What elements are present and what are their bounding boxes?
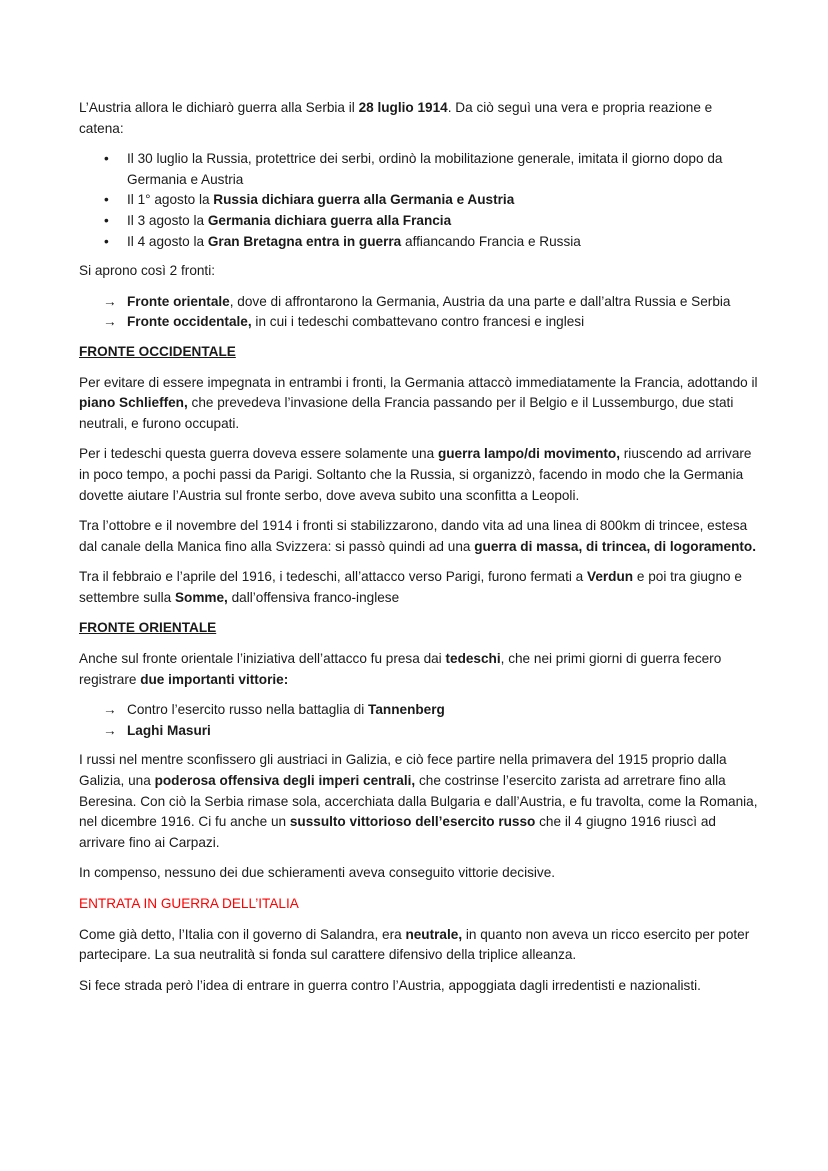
arrow-right-icon: → [103,314,117,330]
arrow-right-icon: → [103,293,117,309]
document-page [79,98,759,1006]
occidentale-paragraph-4: Tra il febbraio e l’aprile del 1916, i tedeschi, all’attacco verso Parigi, furono fermati a Verdun e poi tra giugno e settembre sulla Somme, dall’offensiva franco-inglese [79,569,742,605]
orientale-paragraph-1: Anche sul fronte orientale l’iniziativa dell’attacco fu presa dai tedeschi, che nei primi giorni di guerra fecero registrare due importanti vittorie: [79,651,722,687]
intro-paragraph: L’Austria allora le dichiarò guerra alla Serbia il 28 luglio 1914. Da ciò seguì una vera e propria reazione e catena: [79,100,713,136]
fronts-intro: Si aprono così 2 fronti: [79,263,216,279]
orientale-paragraph-3: In compenso, nessuno dei due schieramenti aveva conseguito vittorie decisive. [79,865,556,881]
list-item: • Il 4 agosto la Gran Bretagna entra in guerra affiancando Francia e Russia [127,232,759,253]
list-item: • Il 1° agosto la Russia dichiara guerra alla Germania e Austria [127,190,759,211]
heading-fronte-occidentale: FRONTE OCCIDENTALE [79,343,236,359]
occidentale-paragraph-1: Per evitare di essere impegnata in entrambi i fronti, la Germania attaccò immediatamente la Francia, adottando il piano Schlieffen, che prevedeva l’invasione della Francia passando per il Belgio e il Lussemburgo, due stati neutrali, e furono occupati. [79,374,758,431]
arrow-right-icon: → [103,722,117,738]
list-item: → Contro l’esercito russo nella battaglia di Tannenberg [127,700,759,721]
occidentale-paragraph-3: Tra l’ottobre e il novembre del 1914 i fronti si stabilizzarono, dando vita ad una linea di 800km di trincee, estesa dal canale della Manica fino alla Svizzera: si passò quindi ad una guerra di massa, di trincea, di logoramento. [79,518,756,554]
orientale-paragraph-2: I russi nel mentre sconfissero gli austriaci in Galizia, e ciò fece partire nella primavera del 1915 proprio dalla Galizia, una poderosa offensiva degli imperi centrali, che costrinse l’esercito zarista ad arretrare fino alla Beresina. Con ciò la Serbia rimase sola, accerchiata dalla Bulgaria e dall’Austria, e fu travolta, come la Romania, nel dicembre 1916. Ci fu anche un sussulto vittorioso dell’esercito russo che il 4 giugno 1916 riuscì ad arrivare fino ai Carpazi. [79,752,758,850]
events-bullet-list [79,149,759,252]
arrow-right-icon: → [103,702,117,718]
list-item: → Fronte occidentale, in cui i tedeschi combattevano contro francesi e inglesi [127,312,759,333]
victories-arrow-list [79,700,759,741]
heading-entrata-italia: ENTRATA IN GUERRA DELL’ITALIA [79,896,299,911]
heading-fronte-orientale: FRONTE ORIENTALE [79,620,217,636]
list-item: → Fronte orientale, dove di affrontarono la Germania, Austria da una parte e dall’altra Russia e Serbia [127,292,759,313]
italia-paragraph-1: Come già detto, l’Italia con il governo di Salandra, era neutrale, in quanto non aveva un ricco esercito per poter partecipare. La sua neutralità si fonda sul carattere difensivo della triplice alleanza. [79,926,750,963]
list-item: • Il 3 agosto la Germania dichiara guerra alla Francia [127,211,759,232]
italia-paragraph-2: Si fece strada però l’idea di entrare in guerra contro l’Austria, appoggiata dagli irredentisti e nazionalisti. [79,977,701,993]
list-item: → Laghi Masuri [127,721,759,742]
occidentale-paragraph-2: Per i tedeschi questa guerra doveva essere solamente una guerra lampo/di movimento, riuscendo ad arrivare in poco tempo, a pochi passi da Parigi. Soltanto che la Russia, si organizzò, facendo in modo che la Germania dovette aiutare l’Austria sul fronte serbo, dove aveva subito una sconfitta a Leopoli. [79,446,752,503]
fronts-arrow-list [79,292,759,333]
list-item: • Il 30 luglio la Russia, protettrice dei serbi, ordinò la mobilitazione generale, imitata il giorno dopo da Germania e Austria [127,149,759,190]
